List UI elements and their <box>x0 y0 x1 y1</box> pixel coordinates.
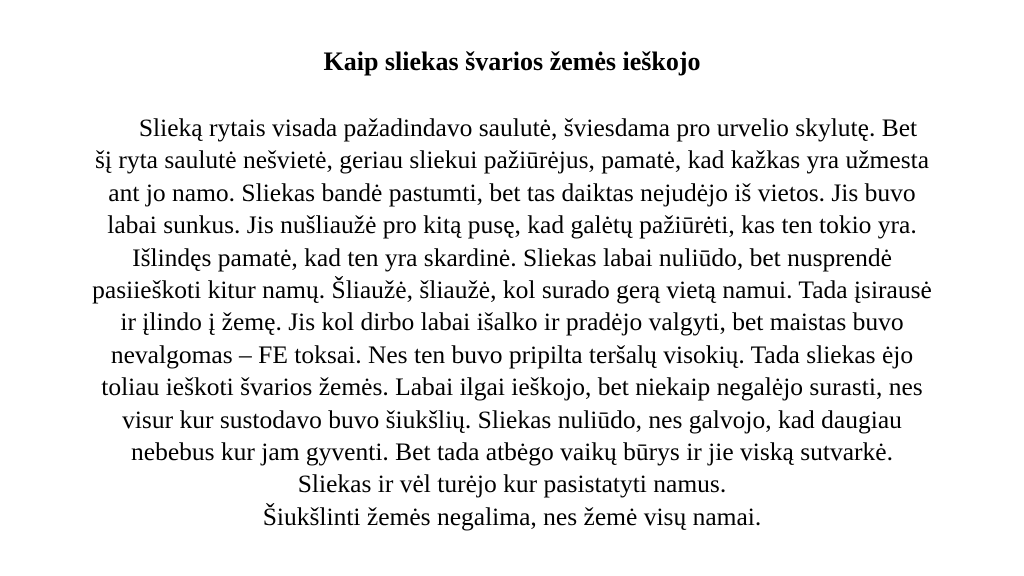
text-line: Slieką rytais visada pažadindavo saulutė, šviesdama pro urvelio skylutę. Bet <box>138 113 918 142</box>
text-line: ant jo namo. Sliekas bandė pastumti, bet tas daiktas nejudėjo iš vietos. Jis buvo <box>108 177 916 207</box>
story-text <box>0 112 1024 533</box>
document-title: Kaip sliekas švarios žemės ieškojo <box>323 47 701 76</box>
text-line: visur kur sustodavo buvo šiukšlių. Sliekas nuliūdo, nes galvojo, kad daugiau <box>122 404 902 434</box>
text-line: ir įlindo į žemę. Jis kol dirbo labai išalko ir pradėjo valgyti, bet maistas buvo <box>120 307 904 337</box>
text-line: toliau ieškoti švarios žemės. Labai ilgai ieškojo, bet niekaip negalėjo surasti, nes <box>101 372 923 402</box>
text-line: Sliekas ir vėl turėjo kur pasistatyti namus. <box>297 469 727 499</box>
text-line: šį ryta saulutė nešvietė, geriau sliekui pažiūrėjus, pamatė, kad kažkas yra užmesta <box>94 145 930 175</box>
text-line: labai sunkus. Jis nušliaužė pro kitą pusę, kad galėtų pažiūrėti, kas ten tokio yra. <box>107 210 917 240</box>
text-line: Išlindęs pamatė, kad ten yra skardinė. Sliekas labai nuliūdo, bet nusprendė <box>132 242 892 272</box>
text-line: nebebus kur jam gyventi. Bet tada atbėgo vaikų būrys ir jie viską sutvarkė. <box>131 437 893 467</box>
closing-line: Šiukšlinti žemės negalima, nes žemė visų namai. <box>262 501 762 531</box>
text-line: pasiieškoti kitur namų. Šliaužė, šliaužė, kol surado gerą vietą namui. Tada įsirausė <box>92 275 932 305</box>
text-line: nevalgomas – FE toksai. Nes ten buvo pripilta teršalų visokių. Tada sliekas ėjo <box>110 339 914 369</box>
